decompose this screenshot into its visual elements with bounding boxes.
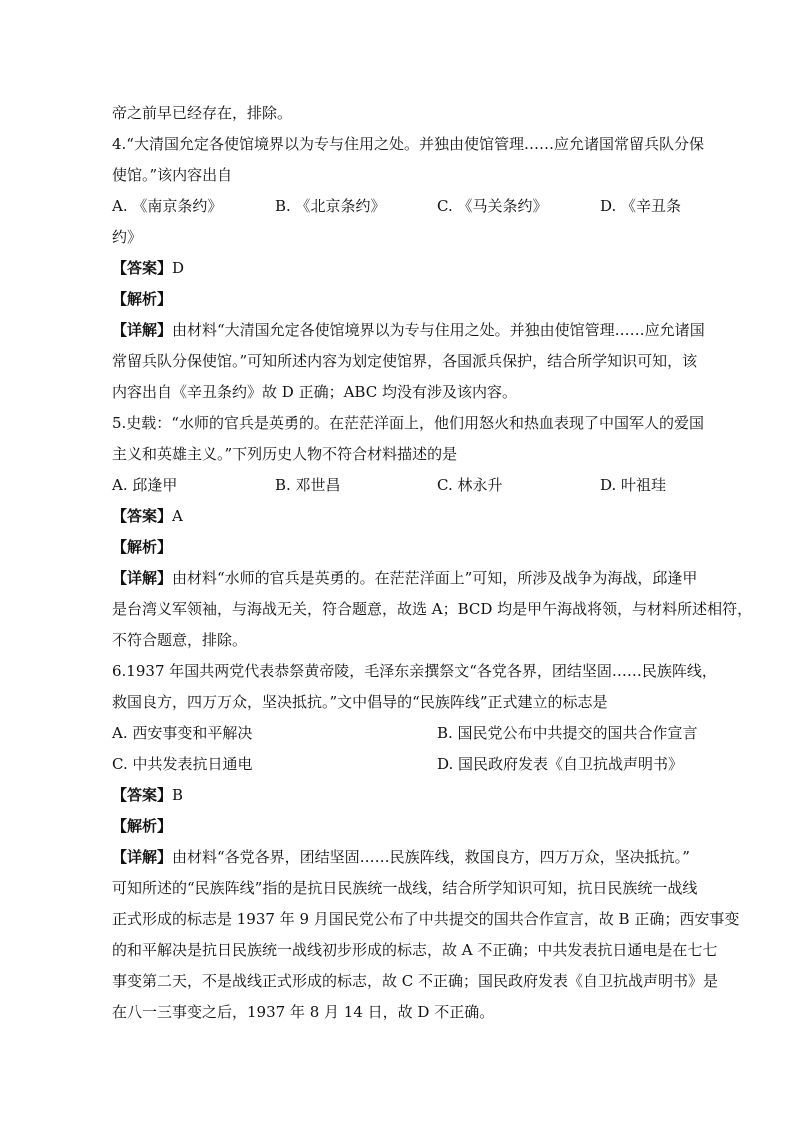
detail-line: 常留兵队分保使馆。”可知所述内容为划定使馆界，各国派兵保护，结合所学知识可知，该 (112, 352, 698, 370)
detail-line: 在八一三事变之后，1937 年 8 月 14 日，故 D 不正确。 (112, 1003, 495, 1021)
detail-text: 由材料“大清国允定各使馆境界以为专与住用之处。并独由使馆管理……应允诸国 (172, 321, 705, 339)
option-d: D. 《辛丑条 (600, 197, 682, 215)
analysis-label: 【解析】 (112, 290, 173, 308)
option-c: C. 中共发表抗日通电 (112, 755, 253, 773)
option-b: B. 国民党公布中共提交的国共合作宣言 (437, 724, 698, 742)
answer-label: 【答案】 (112, 259, 173, 277)
detail-line: 不符合题意，排除。 (112, 631, 248, 649)
analysis-label: 【解析】 (112, 538, 173, 556)
question-4-options (112, 191, 687, 222)
question-5-options (112, 470, 687, 501)
detail-label: 【详解】 (112, 321, 173, 339)
option-d: D. 叶祖珪 (600, 476, 667, 494)
answer-value: B (172, 786, 184, 804)
question-6-stem: 6.1937 年国共两党代表恭祭黄帝陵，毛泽东亲撰祭文“各党各界，团结坚固……民族阵线， (112, 662, 717, 680)
question-5-stem: 5.史载：“水师的官兵是英勇的。在茫茫洋面上，他们用怒火和热血表现了中国军人的爱国 (112, 414, 704, 432)
option-a: A. 西安事变和平解决 (112, 724, 253, 742)
detail-label: 【详解】 (112, 569, 173, 587)
option-b: B. 邓世昌 (275, 476, 341, 494)
detail-line (112, 842, 690, 873)
question-6-options-row2 (112, 749, 687, 780)
answer-value: A (172, 507, 183, 525)
answer-label: 【答案】 (112, 507, 173, 525)
answer-line (112, 253, 687, 284)
document-body (112, 98, 753, 1028)
answer-value: D (172, 259, 185, 277)
answer-line (112, 780, 687, 811)
option-a: A. 邱逢甲 (112, 476, 178, 494)
option-b: B. 《北京条约》 (275, 197, 386, 215)
option-a: A. 《南京条约》 (112, 197, 223, 215)
question-6-stem-cont: 救国良方，四万万众，坚决抵抗。”文中倡导的“民族阵线”正式建立的标志是 (112, 693, 608, 711)
detail-label: 【详解】 (112, 848, 173, 866)
detail-line: 事变第二天，不是战线正式形成的标志，故 C 不正确；国民政府发表《自卫抗战声明书》是 (112, 972, 719, 990)
text-line: 帝之前早已经存在，排除。 (112, 104, 293, 122)
answer-label: 【答案】 (112, 786, 173, 804)
question-4-stem-cont: 使馆。”该内容出自 (112, 166, 233, 184)
detail-line: 可知所述的“民族阵线”指的是抗日民族统一战线，结合所学知识可知，抗日民族统一战线 (112, 879, 698, 897)
detail-text: 由材料“各党各界，团结坚固……民族阵线，救国良方，四万万众，坚决抵抗。” (172, 848, 690, 866)
option-c: C. 林永升 (437, 476, 503, 494)
question-4-stem: 4.“大清国允定各使馆境界以为专与住用之处。并独由使馆管理……应允诸国常留兵队分保 (112, 135, 704, 153)
option-d: D. 国民政府发表《自卫抗战声明书》 (437, 755, 684, 773)
detail-text: 由材料“水师的官兵是英勇的。在茫茫洋面上”可知，所涉及战争为海战，邱逢甲 (172, 569, 698, 587)
option-c: C. 《马关条约》 (437, 197, 548, 215)
detail-line: 正式形成的标志是 1937 年 9 月国民党公布了中共提交的国共合作宣言，故 B 正确；西安事变 (112, 910, 740, 928)
option-d-cont: 约》 (112, 228, 143, 246)
detail-line: 的和平解决是抗日民族统一战线初步形成的标志，故 A 不正确；中共发表抗日通电是在七七 (112, 941, 718, 959)
detail-line (112, 315, 705, 346)
detail-line (112, 563, 698, 594)
question-6-options-row1 (112, 718, 698, 749)
detail-line: 内容出自《辛丑条约》故 D 正确；ABC 均没有涉及该内容。 (112, 383, 517, 401)
analysis-label: 【解析】 (112, 817, 173, 835)
question-5-stem-cont: 主义和英雄主义。”下列历史人物不符合材料描述的是 (112, 445, 458, 463)
detail-line: 是台湾义军领袖，与海战无关，符合题意，故选 A；BCD 均是甲午海战将领，与材料所述相符， (112, 600, 753, 618)
answer-line (112, 501, 687, 532)
